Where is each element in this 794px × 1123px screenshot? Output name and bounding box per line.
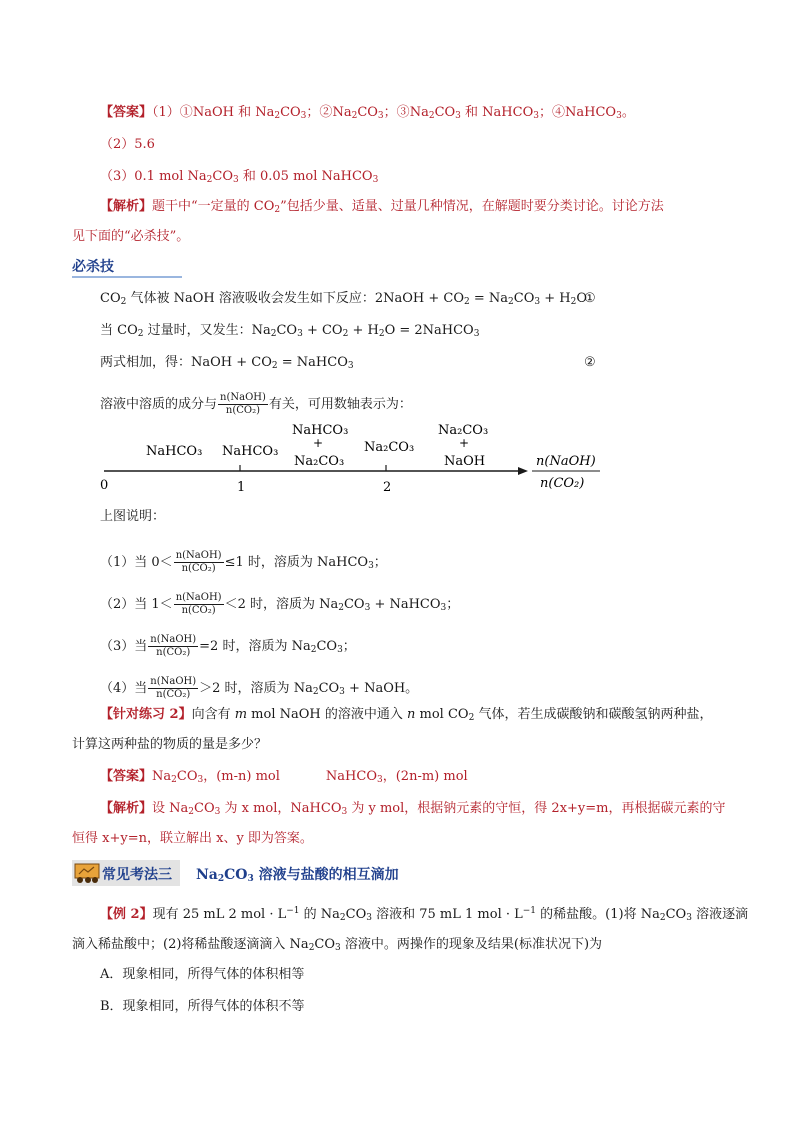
teacher-icon — [74, 863, 100, 885]
frac-num: n(NaOH) — [150, 634, 197, 645]
text: CO — [224, 867, 248, 883]
explain-case-4 — [100, 676, 418, 701]
text: CO — [280, 105, 301, 120]
heading-underline — [72, 276, 182, 278]
text: 过量时，又发生：Na — [143, 323, 271, 338]
frac-den: n(CO₂) — [181, 605, 216, 616]
frac-num: n(NaOH) — [175, 592, 222, 603]
text: CO — [316, 639, 338, 654]
tick-2-label: 2 — [383, 480, 392, 495]
sub: 2 — [137, 329, 144, 339]
option-a: A．现象相同，所得气体的体积相等 — [100, 967, 305, 982]
sub: 2 — [570, 297, 577, 307]
var-n: n — [407, 707, 416, 722]
segment-3-bottom: Na₂CO₃ — [294, 454, 345, 469]
sub: 2 — [171, 775, 177, 785]
sub: 2 — [308, 943, 315, 953]
ratio-fraction — [174, 592, 224, 617]
sub: 3 — [339, 687, 345, 697]
text: CO — [357, 105, 378, 120]
text: = NaHCO — [277, 355, 348, 370]
text: ，(2n-m) mol — [382, 769, 468, 784]
text: CO — [194, 801, 215, 816]
sub: 3 — [368, 561, 374, 571]
text: O — [576, 291, 588, 306]
text: 的 Na — [299, 907, 340, 922]
text: CO — [314, 937, 336, 952]
text: ，NaHCO — [277, 801, 342, 816]
text: 为 — [347, 801, 369, 816]
text: ④ — [552, 105, 566, 120]
text: CO — [343, 597, 365, 612]
text: 为 — [220, 801, 242, 816]
sub: 3 — [347, 361, 354, 371]
text: 有关，可用数轴表示为： — [268, 397, 412, 412]
text: ，根据钠元素的守恒，得 — [404, 801, 552, 816]
text: CO — [176, 769, 198, 784]
text: ； — [373, 555, 387, 570]
option-b: B．现象相同，所得气体的体积不等 — [100, 999, 305, 1014]
frac-den: n(CO₂) — [181, 563, 216, 574]
answer-tag: 【答案】 — [100, 105, 153, 120]
text: + NaOH。 — [344, 681, 419, 696]
sub: 2 — [217, 874, 225, 884]
frac-den: n(CO₂) — [225, 405, 260, 416]
text: 两式相加，得：NaOH + CO — [100, 355, 272, 370]
segment-5-plus: + — [459, 436, 470, 450]
text: =2 时，溶质为 Na — [199, 639, 311, 654]
text: + H — [540, 291, 571, 306]
sub: 3 — [233, 175, 239, 185]
text: mol NaOH 的溶液中通入 — [247, 707, 408, 722]
heading-text: 必杀技 — [72, 259, 114, 275]
text: ； — [446, 597, 460, 612]
sub: 3 — [214, 807, 221, 817]
axis-end-numerator: n(NaOH) — [536, 454, 596, 469]
equation-2: x+y=n — [102, 831, 147, 846]
reaction-sum — [100, 354, 354, 372]
text: （3）0.1 mol Na — [100, 169, 207, 184]
sub: 2 — [271, 361, 278, 371]
reaction-1 — [100, 290, 587, 308]
text: Na — [196, 867, 218, 883]
text: + CO — [302, 323, 343, 338]
frac-den: n(CO₂) — [156, 647, 191, 658]
sub: 2 — [464, 297, 470, 307]
sub: 3 — [341, 807, 348, 817]
text: 现有 25 mL 2 mol · L — [152, 907, 287, 922]
text: CO — [434, 105, 456, 120]
ratio-fraction — [148, 676, 198, 701]
example-line2 — [72, 936, 602, 954]
sub: 2 — [120, 297, 127, 307]
text: CO — [212, 169, 233, 184]
text: ③ — [396, 105, 410, 120]
sub: 2 — [274, 205, 281, 215]
sub: 3 — [297, 329, 303, 339]
analysis-2-line2 — [72, 830, 313, 848]
sub: 2 — [508, 297, 514, 307]
section-tag-label: 常见考法三 — [102, 867, 172, 883]
explain-title: 上图说明： — [100, 509, 166, 524]
number-axis-diagram — [0, 415, 794, 495]
text: NaHCO — [565, 105, 617, 120]
text: 溶液与盐酸的相互滴加 — [253, 867, 399, 883]
answer-1-line2: （2）5.6 — [100, 137, 155, 152]
section-title — [196, 864, 399, 884]
example-line1 — [100, 906, 748, 924]
sub: 2 — [270, 329, 277, 339]
segment-3-top: NaHCO₃ — [292, 423, 349, 438]
sub: 2 — [338, 603, 344, 613]
segment-2-label: NaHCO₃ — [222, 444, 279, 459]
text: ，联立解出 x、y 即为答案。 — [146, 831, 313, 846]
axis-end-denominator: n(CO₂) — [540, 476, 585, 491]
sub: 3 — [247, 874, 254, 884]
analysis-2-line1 — [100, 800, 726, 818]
text: （2）当 1＜ — [100, 597, 173, 612]
sub: 2 — [310, 645, 317, 655]
text: 向含有 — [191, 707, 235, 722]
bisha-heading — [72, 256, 162, 278]
text: ； — [306, 105, 320, 120]
text: 题干中“一定量的 CO — [152, 199, 275, 214]
ratio-fraction — [218, 392, 268, 417]
sub: 3 — [616, 111, 622, 121]
text: CO — [100, 291, 121, 306]
ratio-fraction — [174, 550, 224, 575]
frac-num: n(NaOH) — [220, 392, 266, 403]
text: 和 0.05 mol NaHCO — [238, 169, 373, 184]
text: 的稀盐酸。(1)将 Na — [536, 907, 660, 922]
text: NaOH 和 Na — [192, 105, 275, 120]
analysis-tag: 【解析】 — [100, 801, 153, 816]
section-tag — [72, 860, 180, 886]
text: ； — [342, 639, 356, 654]
sub: 2 — [468, 713, 475, 723]
sub: 3 — [372, 175, 379, 185]
text: ； — [383, 105, 397, 120]
sub: 2 — [274, 111, 281, 121]
text: Na — [332, 105, 352, 120]
text: 溶液和 75 mL 1 mol · L — [371, 907, 523, 922]
sup: −1 — [286, 906, 300, 916]
text: CO — [513, 291, 535, 306]
axis-arrow — [518, 467, 528, 475]
explain-case-1 — [100, 550, 387, 575]
sub: 3 — [364, 603, 371, 613]
analysis-tag: 【解析】 — [100, 199, 153, 214]
sub: 2 — [351, 111, 358, 121]
text: ； — [538, 105, 552, 120]
analysis-1-line1 — [100, 198, 664, 216]
sub: 3 — [473, 329, 480, 339]
text: x mol — [241, 801, 278, 816]
reaction-2 — [100, 322, 479, 340]
sub: 3 — [686, 913, 692, 923]
sub: 3 — [377, 775, 383, 785]
segment-5-top: Na₂CO₃ — [438, 423, 489, 438]
text: Na — [152, 769, 172, 784]
text: 滴入稀盐酸中；(2)将稀盐酸逐滴滴入 Na — [72, 937, 309, 952]
tick-0-label: 0 — [100, 478, 109, 493]
text: ，再根据碳元素的守 — [608, 801, 726, 816]
analysis-1-line2: 见下面的“必杀技”。 — [72, 229, 190, 244]
text: = Na — [469, 291, 509, 306]
explain-case-2 — [100, 592, 459, 617]
text: 气体被 NaOH 溶液吸收会发生如下反应：2NaOH + CO — [126, 291, 465, 306]
text: ① — [179, 105, 193, 120]
text: ② — [319, 105, 333, 120]
sub: 3 — [534, 297, 541, 307]
sub: 3 — [455, 111, 461, 121]
text: 当 CO — [100, 323, 138, 338]
text: 。 — [621, 105, 635, 120]
sub: 3 — [440, 603, 447, 613]
frac-num: n(NaOH) — [175, 550, 222, 561]
text: ，(m-n) mol — [203, 769, 280, 784]
text: mol CO — [415, 707, 469, 722]
text: CO — [665, 907, 687, 922]
sub: 2 — [342, 329, 349, 339]
sub: 2 — [339, 913, 346, 923]
answer-1-line3 — [100, 168, 378, 186]
text: 恒得 — [72, 831, 103, 846]
text: 气体，若生成碳酸钠和碳酸氢钠两种盐， — [474, 707, 713, 722]
segment-4-label: Na₂CO₃ — [364, 440, 415, 455]
frac-num: n(NaOH) — [150, 676, 197, 687]
sub: 3 — [300, 111, 307, 121]
sub: 2 — [312, 687, 319, 697]
example-tag: 【例 2】 — [100, 907, 153, 922]
sub: 3 — [335, 943, 341, 953]
text: （1） — [152, 105, 180, 120]
sub: 2 — [206, 175, 213, 185]
sub: 3 — [197, 775, 204, 785]
text: （3）当 — [100, 639, 148, 654]
ratio-fraction — [148, 634, 198, 659]
text: CO — [345, 907, 367, 922]
sub: 2 — [659, 913, 666, 923]
text: （4）当 — [100, 681, 148, 696]
equation-mark-2: ② — [584, 355, 596, 370]
text: ＜2 时，溶质为 Na — [224, 597, 339, 612]
segment-5-bottom: NaOH — [444, 454, 486, 469]
text: O = 2NaHCO — [384, 323, 474, 338]
text: 和 NaHCO — [460, 105, 534, 120]
sub: 3 — [366, 913, 372, 923]
sub: 2 — [188, 807, 195, 817]
text: ”包括少量、适量、过量几种情况，在解题时要分类讨论。讨论方法 — [280, 199, 664, 214]
text: + NaHCO — [370, 597, 441, 612]
equation-1: 2x+y=m — [551, 801, 609, 816]
text: Na — [409, 105, 429, 120]
tick-1-label: 1 — [237, 480, 246, 495]
answer-1-line — [100, 104, 635, 122]
text: y mol — [368, 801, 405, 816]
practice-line2: 计算这两种盐的物质的量是多少？ — [72, 737, 268, 752]
text: + H — [348, 323, 379, 338]
text: （1）当 0＜ — [100, 555, 173, 570]
sup: −1 — [522, 906, 537, 916]
text: 溶液中溶质的成分与 — [100, 397, 218, 412]
var-m: m — [234, 707, 248, 722]
text: 设 Na — [152, 801, 189, 816]
explain-case-3 — [100, 634, 356, 659]
text: CO — [276, 323, 298, 338]
text: 溶液逐滴 — [691, 907, 749, 922]
answer-2-line — [100, 768, 468, 786]
practice-tag: 【针对练习 2】 — [100, 707, 192, 722]
sub: 3 — [377, 111, 384, 121]
sub: 3 — [337, 645, 343, 655]
segment-3-plus: + — [313, 436, 324, 450]
practice-line1 — [100, 706, 712, 724]
sub: 2 — [428, 111, 435, 121]
sub: 3 — [533, 111, 539, 121]
equation-mark-1: ① — [584, 291, 596, 306]
text: NaHCO — [325, 769, 377, 784]
text: CO — [318, 681, 340, 696]
segment-1-label: NaHCO₃ — [146, 444, 203, 459]
text: 溶液中。两操作的现象及结果(标准状况下)为 — [340, 937, 603, 952]
text: ＞2 时，溶质为 Na — [199, 681, 313, 696]
sub: 2 — [378, 329, 385, 339]
frac-den: n(CO₂) — [156, 689, 191, 700]
axis-intro — [100, 392, 412, 417]
answer-tag: 【答案】 — [100, 769, 153, 784]
text: ≤1 时，溶质为 NaHCO — [224, 555, 369, 570]
